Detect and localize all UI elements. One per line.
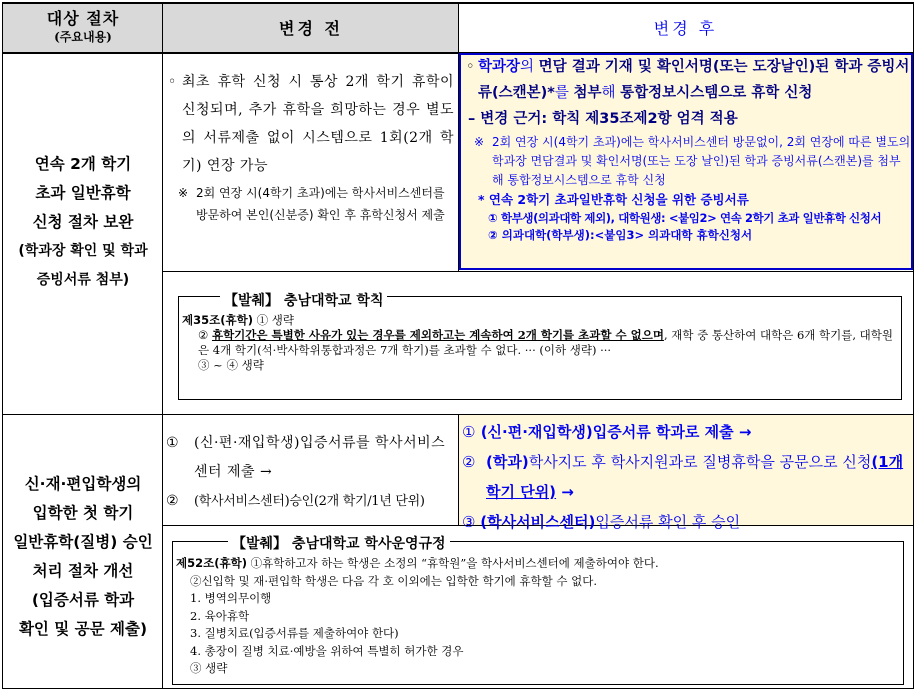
row2-excerpt-para2: ②신입학 및 재·편입학 학생은 다음 각 호 이외에는 입학한 학기에 휴학할 수 없다. xyxy=(190,573,598,588)
row1-after-main xyxy=(466,54,911,106)
row1-excerpt-article xyxy=(182,313,898,328)
row2-excerpt-item: 3. 질병치료(입증서류를 제출하여야 한다) xyxy=(190,626,399,640)
row1-after-note xyxy=(466,133,911,190)
article-head: 제52조(휴학) xyxy=(176,556,247,570)
row2-label-line: (입증서류 학과 xyxy=(31,591,135,609)
row2-excerpt-item: 2. 육아휴학 xyxy=(190,608,250,623)
row1-before-note-text: 2회 연장 시(4학기 초과)에는 학사서비스센터를 방문하여 본인(신분증) 확인 후 휴학신청서 제출 xyxy=(196,186,445,222)
row2-label-line: 확인 및 공문 제출) xyxy=(18,620,148,638)
row1-label xyxy=(4,150,162,295)
row2-after-step1-text: (신·편·재입학생)입증서류 학과로 제출 → xyxy=(480,423,752,441)
row2-after-step2-text xyxy=(486,447,910,507)
article-rest: ① 생략 xyxy=(252,313,294,327)
row1-after-item: ② 의과대학(학부생):<붙임3> 의과대학 휴학신청서 xyxy=(488,228,753,242)
text-segment: 통합정보시스템으로 휴학 신청 xyxy=(620,85,813,101)
text-segment: * xyxy=(547,85,555,101)
row1-after-star-line: * 연속 2학기 초과일반휴학 신청을 위한 증빙서류 xyxy=(478,192,749,207)
row1-label-line: 연속 2개 학기 xyxy=(34,155,132,173)
step-num: ① xyxy=(462,423,476,441)
para-num: ② xyxy=(198,328,209,342)
row2-excerpt xyxy=(176,555,900,678)
row2-after-step3 xyxy=(462,507,910,537)
row1-excerpt xyxy=(182,313,898,373)
row2-excerpt-item: 1. 병역의무이행 xyxy=(190,591,272,605)
text-segment: 해 xyxy=(601,85,621,101)
text-segment: → xyxy=(556,483,574,501)
header-col-procedure-title: 대상 절차 xyxy=(46,9,120,28)
row2-after-step1 xyxy=(462,417,910,447)
row2-after-step2 xyxy=(462,447,910,507)
header-col-procedure xyxy=(2,2,164,52)
para-rest: , 재학 중 통산하여 대학은 6개 학기를, 대학원은 4개 학기(석·박사학위통합과정은 7개 학기)를 초과할 수 없다. ··· (이하 생략) ··· xyxy=(198,328,894,357)
header-col-after-label: 변경 후 xyxy=(653,18,718,38)
bullet: ◦ xyxy=(466,59,475,75)
row2-after xyxy=(462,417,910,537)
text-segment: 첨부 xyxy=(573,85,602,101)
row2-before-step1 xyxy=(166,429,456,487)
article-head: 제35조(휴학) xyxy=(182,313,253,327)
row1-label-line: 신청 절차 보완 xyxy=(32,213,134,231)
text-segment: 면담 결과 기재 및 확인서명(또는 도장날인)된 학과 증빙서류(스캔본) xyxy=(478,59,910,101)
note-mark: ※ xyxy=(474,135,485,149)
row1-after-text xyxy=(478,54,911,106)
row2-label xyxy=(4,470,162,644)
note-mark: ※ xyxy=(178,186,189,200)
row1-before-main xyxy=(168,68,454,180)
row2-before-step1-text: (신·편·재입학생)입증서류를 학사서비스센터 제출 → xyxy=(194,435,446,480)
article-rest: ①휴학하고자 하는 학생은 소정의 “휴학원”을 학사서비스센터에 제출하여야 한다. xyxy=(246,556,659,570)
row2-excerpt-item: 4. 총장이 질병 치료·예방을 위하여 특별히 허가한 경우 xyxy=(190,643,464,658)
row2-before-step2-text: (학사서비스센터)승인(2개 학기/1년 단위) xyxy=(194,494,425,509)
row2-label-line: 처리 절차 개선 xyxy=(32,562,134,580)
row1-excerpt-para3: ③ ~ ④ 생략 xyxy=(198,358,264,372)
row1-label-line: 증빙서류 첨부) xyxy=(36,272,130,288)
row2-excerpt-article xyxy=(176,555,900,573)
step-num: ③ xyxy=(462,513,476,531)
row1-label-line: (학과장 확인 및 학과 xyxy=(18,243,148,259)
row1-after xyxy=(466,54,911,244)
row2-label-line: 입학한 첫 학기 xyxy=(32,504,134,522)
header-col-before-label: 변경 전 xyxy=(279,18,343,38)
row1-excerpt-title: 【발췌】 충남대학교 학칙 xyxy=(220,292,387,310)
row2-excerpt-title: 【발췌】 충남대학교 학사운영규정 xyxy=(228,535,450,553)
bullet: ◦ xyxy=(168,74,177,90)
header-col-procedure-sub: (주요내용) xyxy=(54,30,112,44)
row1-before-note xyxy=(168,182,454,226)
row1-after-note-text: 2회 연장 시(4학기 초과)에는 학사서비스센터 방문없이, 2회 연장에 따른 별도의 학과장 면담결과 및 확인서명(또는 도장 날인)된 학과 증빙서류(스캔본)를 첨부해 통합정보시스템으로 휴학 신청 xyxy=(492,135,911,187)
text-segment: 의 xyxy=(520,59,539,75)
para-bold: 휴학기간은 특별한 사유가 있는 경우를 제외하고는 계속하여 2개 학기를 초과할 수 없으며 xyxy=(211,328,664,342)
step-num: ② xyxy=(462,453,476,471)
row1-after-item: ① 학부생(의과대학 제외), 대학원생: <붙임2> 연속 2학기 초과 일반휴학 신청서 xyxy=(488,211,882,225)
text-segment: 학과장 xyxy=(478,59,521,75)
row1-after-basis: – 변경 근거: 학칙 제35조제2항 엄격 적용 xyxy=(468,111,738,127)
header-col-before xyxy=(164,2,458,52)
text-segment: 입증서류 확인 후 승인 xyxy=(595,513,741,531)
row2-before-step2 xyxy=(166,487,456,516)
row2-label-line: 일반휴학(질병) 승인 xyxy=(13,533,153,551)
row2-excerpt-item: ③ 생략 xyxy=(190,661,228,675)
header-col-after xyxy=(458,2,913,52)
step-num: ① xyxy=(166,435,179,451)
text-segment: (1개 학기 단위) xyxy=(486,453,904,501)
row1-before xyxy=(168,68,454,226)
text-segment: 학사지도 후 학사지원과로 질병휴학을 공문으로 신청 xyxy=(528,453,872,471)
step-num: ② xyxy=(166,493,179,509)
row2-label-line: 신·재·편입학생의 xyxy=(24,475,142,493)
row2-before xyxy=(166,429,456,516)
text-segment: (학과) xyxy=(486,453,529,471)
text-segment: 를 xyxy=(554,85,574,101)
row1-label-line: 초과 일반휴학 xyxy=(35,184,131,202)
text-segment: (학사서비스센터) xyxy=(480,513,596,531)
row1-excerpt-para2 xyxy=(182,328,898,358)
row1-before-text: 최초 휴학 신청 시 통상 2개 학기 휴학이 신청되며, 추가 휴학을 희망하는 경우 별도의 서류제출 없이 시스템으로 1회(2개 학기) 연장 가능 xyxy=(182,74,454,174)
